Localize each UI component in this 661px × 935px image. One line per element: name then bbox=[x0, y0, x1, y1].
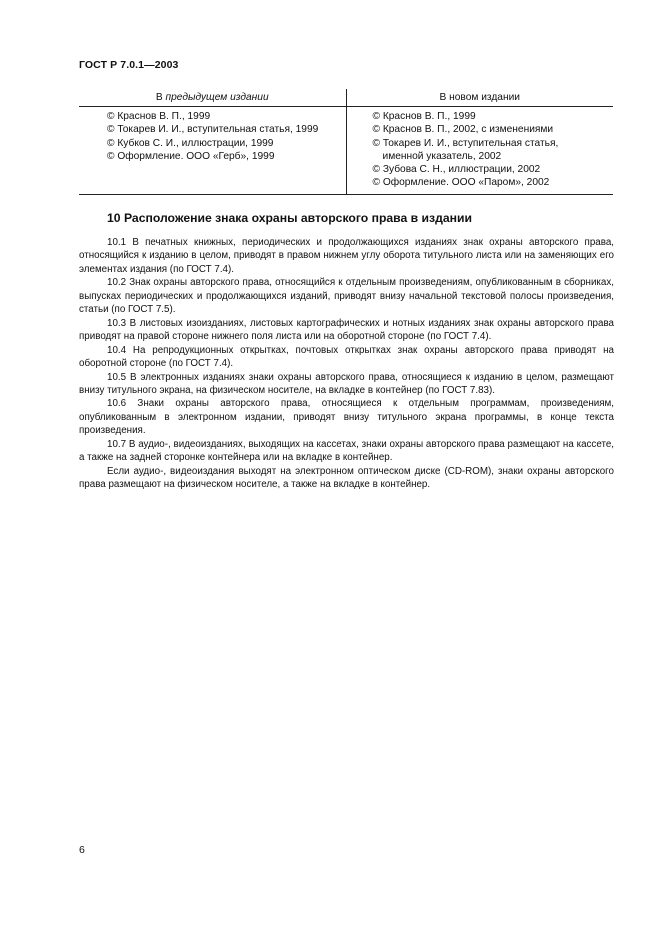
copyright-entry: © Оформление. ООО «Паром», 2002 bbox=[372, 177, 550, 189]
column-header-previous-edition bbox=[79, 89, 346, 107]
column-header-prefix: В bbox=[155, 91, 166, 103]
previous-edition-cell bbox=[79, 107, 346, 195]
paragraph-10-1: 10.1 В печатных книжных, периодических и продолжающихся изданиях знак охраны авторского права, относящийся к изданию в целом, приводят в правом нижнем углу оборота титульного листа или на заменяющих его элементах издания (по ГОСТ 7.4). bbox=[79, 237, 614, 275]
copyright-entry-continuation: именной указатель, 2002 bbox=[382, 150, 502, 162]
paragraph-10-4: 10.4 На репродукционных открытках, почтовых открытках знак охраны авторского права приводят на оборотной стороне (по ГОСТ 7.4). bbox=[79, 344, 614, 370]
copyright-entry: © Токарев И. И., вступительная статья, 1999 bbox=[107, 124, 319, 136]
paragraph-10-3: 10.3 В листовых изоизданиях, листовых картографических и нотных изданиях знак охраны авторского права приводят на правой стороне нижнего поля листа или на оборотной стороне (по ГОСТ 7.4). bbox=[79, 317, 614, 343]
paragraph-10-2: 10.2 Знак охраны авторского права, относящийся к отдельным произведениям, опубликованным в сборниках, выпусках периодических и продолжающихся изданий, приводят внизу начальной текстовой полосы произведения, статьи (по ГОСТ 7.5). bbox=[79, 277, 614, 316]
column-header-new-edition: В новом издании bbox=[346, 89, 613, 107]
copyright-entry: © Краснов В. П., 1999 bbox=[372, 111, 476, 122]
comparison-table bbox=[79, 89, 613, 195]
table-row bbox=[79, 107, 613, 195]
section-body bbox=[79, 236, 614, 492]
copyright-entry: © Кубков С. И., иллюстрации, 1999 bbox=[107, 137, 274, 149]
page-number: 6 bbox=[79, 844, 85, 856]
paragraph-10-5: 10.5 В электронных изданиях знаки охраны авторского права, относящиеся к изданию в целом, размещают внизу титульного экрана, на физическом носителе, на вкладке в контейнер (по ГОСТ 7.83). bbox=[79, 371, 614, 396]
copyright-entry: © Краснов В. П., 2002, с изменениями bbox=[372, 124, 554, 136]
paragraph-10-7-cont: Если аудио-, видеоиздания выходят на электронном оптическом диске (CD-ROM), знаки охраны авторского права размещают на физическом носителе, а также на вкладке в контейнер. bbox=[79, 465, 614, 491]
paragraph-10-6: 10.6 Знаки охраны авторского права, относящиеся к отдельным программам, произведениям, опубликованным в электронном издании, приводят внизу титульного экрана программы, в конце текста произведения. bbox=[79, 398, 614, 437]
section-title: 10 Расположение знака охраны авторского права в издании bbox=[107, 211, 472, 225]
copyright-entry: © Зубова С. Н., иллюстрации, 2002 bbox=[372, 164, 541, 176]
new-edition-cell bbox=[346, 107, 613, 195]
document-code-header: ГОСТ Р 7.0.1—2003 bbox=[79, 59, 179, 71]
paragraph-10-7: 10.7 В аудио-, видеоизданиях, выходящих на кассетах, знаки охраны авторского права размещают на кассете, а также на задней сторонке контейнера или на вкладке в контейнер. bbox=[79, 438, 614, 464]
copyright-entry: © Оформление. ООО «Герб», 1999 bbox=[107, 150, 275, 162]
column-header-emphasis: предыдущем издании bbox=[165, 91, 269, 103]
copyright-entry: © Краснов В. П., 1999 bbox=[107, 111, 211, 122]
table-header-row bbox=[79, 89, 613, 107]
copyright-entry: © Токарев И. И., вступительная статья, bbox=[372, 137, 559, 149]
